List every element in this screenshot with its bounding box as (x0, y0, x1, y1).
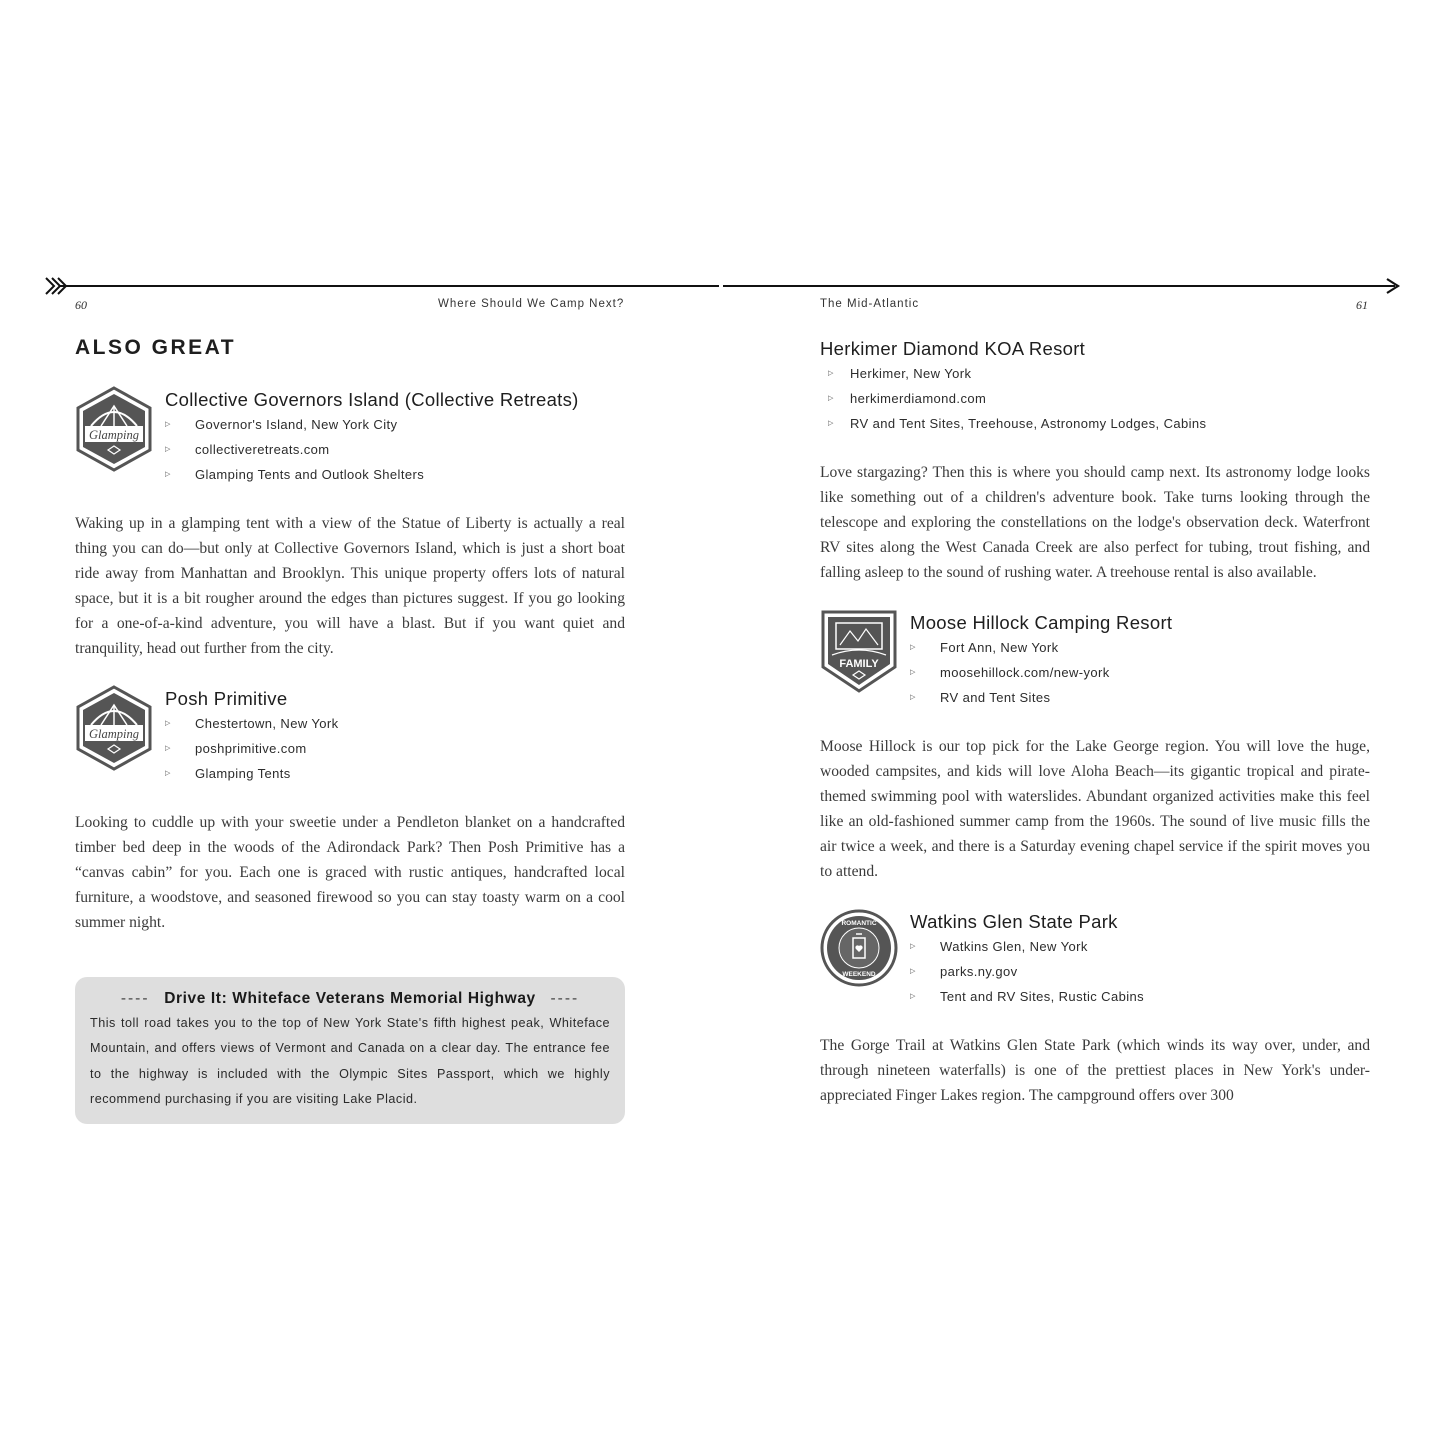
badge-bottom-label: WEEKEND (842, 971, 876, 978)
bullet-arrow-icon: ▷ (165, 745, 171, 752)
badge-label: Glamping (89, 727, 139, 741)
fact-location: ▷ Watkins Glen, New York (910, 934, 1370, 959)
facts-list (910, 635, 1370, 710)
entry-title: Watkins Glen State Park (910, 911, 1118, 932)
glamping-badge-icon (75, 685, 153, 771)
family-badge-icon (820, 609, 898, 695)
bullet-arrow-icon: ▷ (910, 993, 916, 1000)
entry-description: The Gorge Trail at Watkins Glen State Park (which winds its way over, under, and through nineteen waterfalls) is one of the prettiest places in New York's under-appreciated Finger Lakes region. The campground offers over 300 (820, 1037, 1370, 1104)
fact-location: ▷ Chestertown, New York (165, 711, 625, 736)
fact-website: ▷ moosehillock.com/new-york (910, 660, 1370, 685)
callout-text: This toll road takes you to the top of New York State's fifth highest peak, Whiteface Mountain, and offers views of Vermont and Canada on a clear day. The entrance fee to the highway is included with the Olympic Sites Passport, which we highly recommend purchasing if you are visiting Lake Placid. (90, 1016, 610, 1106)
fact-site-types: ▷ RV and Tent Sites (910, 685, 1370, 710)
fact-location: ▷ Herkimer, New York (820, 361, 1370, 386)
entry-title: Posh Primitive (165, 688, 288, 709)
glamping-badge-icon (75, 386, 153, 472)
fact-location: ▷ Fort Ann, New York (910, 635, 1370, 660)
drive-it-callout (75, 977, 625, 1124)
campground-entry (820, 337, 1370, 436)
bullet-arrow-icon: ▷ (910, 644, 916, 651)
right-running-title: The Mid-Atlantic (820, 298, 920, 310)
campground-entry (75, 685, 625, 786)
romantic-weekend-badge-icon (820, 908, 898, 994)
badge-label: Glamping (89, 428, 139, 442)
entry-title: Herkimer Diamond KOA Resort (820, 338, 1086, 359)
bullet-arrow-icon: ▷ (828, 370, 834, 377)
campground-entry (75, 386, 625, 487)
facts-list (165, 711, 625, 786)
fact-location: ▷ Governor's Island, New York City (165, 412, 625, 437)
badge-label: FAMILY (839, 658, 879, 670)
entry-description: Moose Hillock is our top pick for the Lake George region. You will love the huge, wooded campsites, and kids will love Aloha Beach—its gigantic tropical and pirate-themed swimming pool with waterslides. Abundant organized activities make this feel like an old-fashioned summer camp from the 1960s. The sound of live music fills the air twice a week, and there is a Saturday evening chapel service if the spirit moves you to attend. (820, 738, 1370, 880)
callout-title: ---- Drive It: Whiteface Veterans Memorial Highway ---- (120, 990, 580, 1007)
bullet-arrow-icon: ▷ (910, 669, 916, 676)
bullet-arrow-icon: ▷ (165, 471, 171, 478)
bullet-arrow-icon: ▷ (165, 421, 171, 428)
bullet-arrow-icon: ▷ (165, 770, 171, 777)
bullet-arrow-icon: ▷ (828, 420, 834, 427)
fact-website: ▷ parks.ny.gov (910, 959, 1370, 984)
bullet-arrow-icon: ▷ (910, 943, 916, 950)
bullet-arrow-icon: ▷ (165, 720, 171, 727)
bullet-arrow-icon: ▷ (910, 694, 916, 701)
right-page-number: 61 (1356, 298, 1368, 312)
section-title: ALSO GREAT (75, 336, 237, 359)
facts-list (910, 934, 1370, 1009)
bullet-arrow-icon: ▷ (165, 446, 171, 453)
entry-description: Love stargazing? Then this is where you should camp next. Its astronomy lodge looks like something out of a children's adventure book. Take turns looking through the telescope and exploring the constellations on the lodge's observation deck. Waterfront RV sites along the West Canada Creek are also perfect for tubing, trout fishing, and falling asleep to the sound of rushing water. A treehouse rental is also available. (820, 464, 1370, 581)
entry-description: Waking up in a glamping tent with a view of the Statue of Liberty is actually a real thing you can do—but only at Collective Governors Island, which is just a short boat ride away from Manhattan and Brooklyn. This unique property offers lots of natural space, but it is a bit rougher around the edges than pictures suggest. If you go looking for a one-of-a-kind adventure, you will have a blast. But if you want quiet and tranquility, head out further from the city. (75, 515, 625, 657)
fact-website: ▷ herkimerdiamond.com (820, 386, 1370, 411)
fact-site-types: ▷ Glamping Tents and Outlook Shelters (165, 462, 625, 487)
left-page (75, 332, 625, 1124)
fact-website: ▷ poshprimitive.com (165, 736, 625, 761)
fact-site-types: ▷ Glamping Tents (165, 761, 625, 786)
facts-list (820, 361, 1370, 436)
fact-website: ▷ collectiveretreats.com (165, 437, 625, 462)
campground-entry (820, 609, 1370, 710)
badge-top-label: ROMANTIC (841, 920, 877, 927)
right-page (820, 332, 1370, 1132)
entry-title: Collective Governors Island (Collective Retreats) (165, 389, 579, 410)
left-running-title: Where Should We Camp Next? (438, 298, 625, 310)
facts-list (165, 412, 625, 487)
entry-description: Looking to cuddle up with your sweetie under a Pendleton blanket on a handcrafted timber bed deep in the woods of the Adirondack Park? Then Posh Primitive has a “canvas cabin” for you. Each one is graced with rustic antiques, handcrafted local furniture, a woodstove, and seasoned firewood so you can stay toasty warm on a cool summer night. (75, 814, 625, 931)
fact-site-types: ▷ RV and Tent Sites, Treehouse, Astronomy Lodges, Cabins (820, 411, 1370, 436)
left-page-number: 60 (75, 298, 87, 312)
entry-title: Moose Hillock Camping Resort (910, 612, 1173, 633)
bullet-arrow-icon: ▷ (828, 395, 834, 402)
arrow-rule-icon (40, 274, 1405, 298)
campground-entry (820, 908, 1370, 1009)
bullet-arrow-icon: ▷ (910, 968, 916, 975)
fact-site-types: ▷ Tent and RV Sites, Rustic Cabins (910, 984, 1370, 1009)
